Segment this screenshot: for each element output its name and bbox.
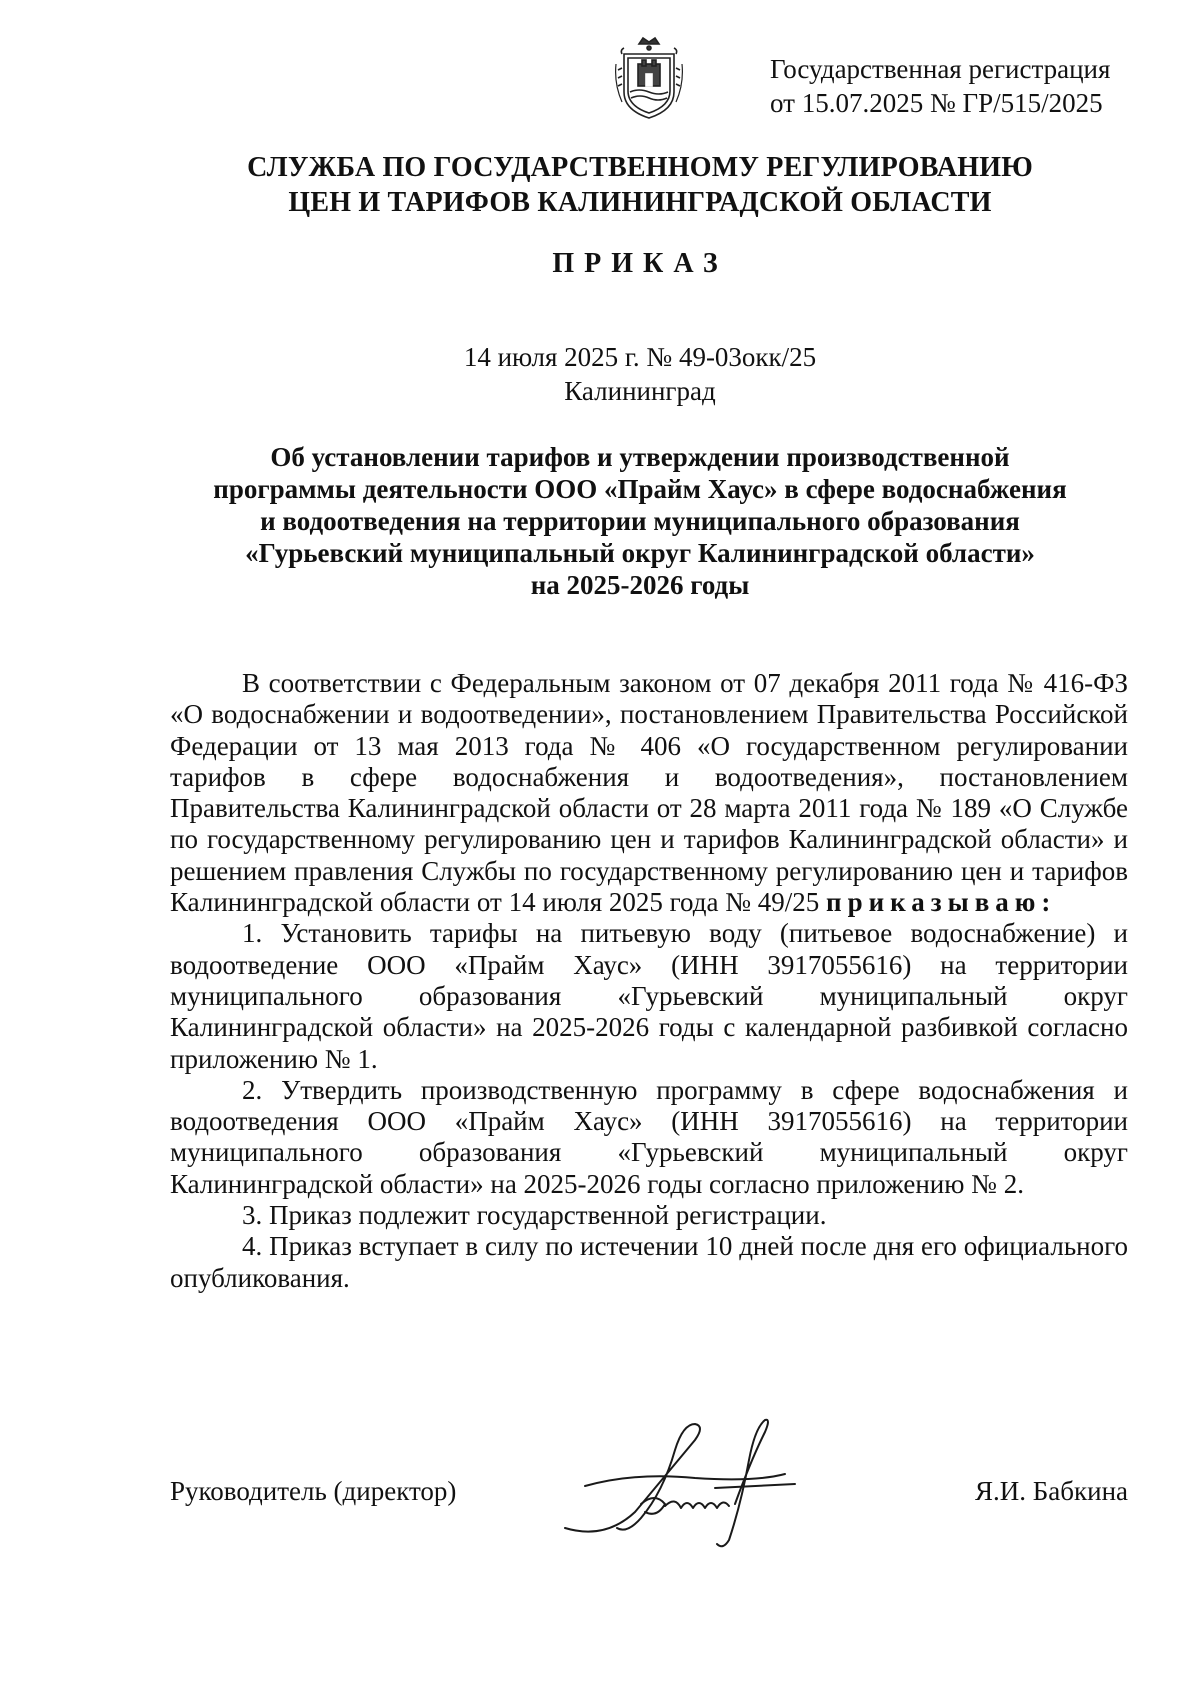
registration-line-1: Государственная регистрация [770,54,1111,84]
subject-line-1: Об установлении тарифов и утверждении производственной [270,442,1010,472]
order-date-number: 14 июля 2025 г. № 49-03окк/25 [463,342,817,372]
order-item-2: 2. Утвердить производственную программу в сфере водоснабжения и водоотведения ООО «Прайм Хаус» (ИНН 3917055616) на территории муниципального образования «Гурьевский муниципальный округ Калининградской области» на 2025-2026 годы согласно приложению № 2. [170,1074,1128,1199]
signatory-name: Я.И. Бабкина [975,1476,1128,1506]
subject-line-3: и водоотведения на территории муниципального образования [260,506,1020,536]
order-item-3: 3. Приказ подлежит государственной регистрации. [242,1200,827,1231]
directive-word: приказываю: [826,887,1057,918]
agency-name-line-2: ЦЕН И ТАРИФОВ КАЛИНИНГРАДСКОЙ ОБЛАСТИ [288,187,992,218]
subject-line-5: на 2025-2026 годы [530,570,750,600]
document-type-title: ПРИКАЗ [552,248,728,279]
preamble-paragraph [170,668,1128,918]
agency-name [160,150,1120,220]
state-registration-stamp [770,52,1150,120]
preamble-text: В соответствии с Федеральным законом от 07 декабря 2011 года № 416-ФЗ «О водоснабжении и водоотведении», постановлением Правительства Российской Федерации от 13 мая 2013 года № 406 «О государственном регулировании тарифов в сфере водоснабжения и водоотведения», постановлением Правительства Калининградской области от 28 марта 2011 года № 189 «О Службе по государственному регулированию цен и тарифов Калининградской области» и решением правления Службы по государственному регулированию цен и тарифов Калининградской области от 14 июля 2025 года № 49/25 [170,668,1128,918]
order-item-1: 1. Установить тарифы на питьевую воду (питьевое водоснабжение) и водоотведение ООО «Прайм Хаус» (ИНН 3917055616) на территории муниципального образования «Гурьевский муниципальный округ Калининградской области» на 2025-2026 годы с календарной разбивкой согласно приложению № 1. [170,918,1128,1074]
subject-line-2: программы деятельности ООО «Прайм Хаус» в сфере водоснабжения [213,474,1067,504]
order-body [170,668,1128,1294]
coat-of-arms-icon [612,34,686,124]
signatory-title: Руководитель (директор) [170,1476,457,1506]
order-city: Калининград [564,376,716,406]
agency-name-line-1: СЛУЖБА ПО ГОСУДАРСТВЕННОМУ РЕГУЛИРОВАНИЮ [247,152,1033,183]
order-meta [160,340,1120,408]
order-item-4: 4. Приказ вступает в силу по истечении 10 дней после дня его официального опубликования. [170,1231,1128,1293]
handwritten-signature [545,1400,845,1560]
order-subject [160,441,1120,601]
registration-line-2: от 15.07.2025 № ГР/515/2025 [770,88,1103,118]
subject-line-4: «Гурьевский муниципальный округ Калининградской области» [245,538,1035,568]
order-items [170,918,1128,1294]
